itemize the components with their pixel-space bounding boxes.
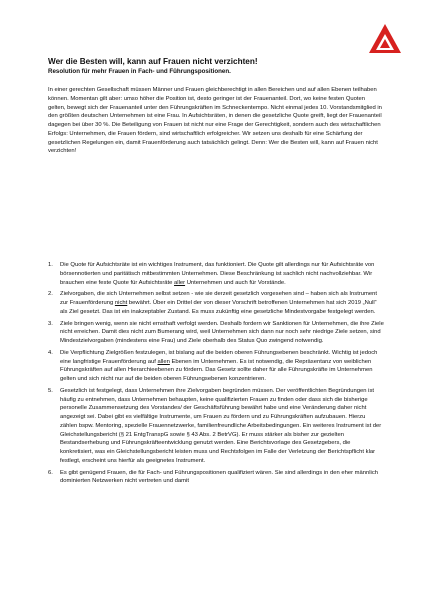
list-item: 6. Es gibt genügend Frauen, die für Fach- und Führungspositionen qualifiziert wären. Sie sind allerdings in den eher männlich dominierten Netzwerken nicht vertreten und damit	[48, 469, 379, 485]
list-number: 2.	[48, 291, 53, 298]
list-number: 5.	[48, 387, 53, 394]
list-number: 3.	[48, 320, 53, 327]
list-number: 4.	[48, 349, 53, 356]
document-subtitle: Resolution für mehr Frauen in Fach- und Führungspositionen.	[48, 68, 231, 75]
intro-paragraph: In einer gerechten Gesellschaft müssen Männer und Frauen gleichberechtigt in allen Bereichen und auf allen Ebenen teilhaben können. Momentan gilt aber: umso höher die Position ist, desto geringer ist der Frauenanteil. Dort, wo keine festen Quoten gelten, bewegt sich der Frauenanteil unter den Führungskräften im Schneckentempo. Nicht einmal jedes 10. Vorstandsmitglied in den größten deutschen Unternehmen ist eine Frau. In Aufsichtsräten, in denen die gesetzliche Quote greift, liegt der Frauenanteil dagegen bei über 30 %. Die Beteiligung von Frauen ist nicht nur eine Frage der Gerechtigkeit, sondern auch des wirtschaftlichen Erfolgs: Unternehmen, die Frauen fördern, sind wirtschaftlich erfolgreicher. Wir setzen uns deshalb für eine Schärfung der gesetzlichen Regelungen ein, damit Frauenförderung auch tatsächlich gelingt. Denn: Wer die Besten will, kann auf Frauen nicht verzichten!	[48, 87, 382, 155]
list-item: 3. Ziele bringen wenig, wenn sie nicht ernsthaft verfolgt werden. Deshalb fordern wir Sanktionen für Unternehmen, die ihre Ziele nicht erreichen. Damit dies nicht zum Bumerang wird, weil Unternehmen sich dann nur noch sehr niedrige Ziele setzen, sind Mindestzielvorgaben (mindestens eine Frau) und Ziele oberhalb des Status Quo zwingend notwendig.	[48, 320, 384, 344]
list-item: 2. Zielvorgaben, die sich Unternehmen selbst setzen - wie sie derzeit gesetzlich vorgesehen sind – haben sich als Instrument zur Frauenförderung nicht bewährt. Über ein Drittel der von dieser Vorschrift betroffenen Unternehmen hat sich 2019 „Null“ als Ziel gesetzt. Das ist ein inakzeptabler Zustand. Es muss zukünftig eine gesetzliche Mindestvorgabe festgelegt werden.	[48, 291, 378, 315]
document-title: Wer die Besten will, kann auf Frauen nicht verzichten!	[48, 57, 258, 66]
list-item: 4. Die Verpflichtung Zielgrößen festzulegen, ist bislang auf die beiden oberen Führungsebenen beschränkt. Wichtig ist jedoch eine langfristige Frauenförderung auf allen Ebenen im Unternehmen. Es ist notwendig, die Repräsentanz von weiblichen Führungskräften auf allen Hierarchieebenen zu fördern. Das Gesetz sollte daher für alle Führungskräfte im Unternehmen gelten und sich nicht nur auf die beiden oberen Führungsebenen konzentrieren.	[48, 349, 378, 382]
list-item: 1. Die Quote für Aufsichtsräte ist ein wichtiges Instrument, das funktioniert. Die Quote gilt allerdings nur für Aufsichtsräte von börsennotierten und paritätisch mitbestimmten Unternehmen. Diese Beschränkung ist sachlich nicht nachvollziehbar. Wir brauchen eine feste Quote für Aufsichtsräte aller Unternehmen und auch für Vorstände.	[48, 262, 375, 286]
list-number: 1.	[48, 262, 53, 268]
list-number: 6.	[48, 469, 53, 476]
list-item: 5. Gesetzlich ist festgelegt, dass Unternehmen ihre Zielvorgaben begründen müssen. Der veröffentlichten Begründungen ist häufig zu entnehmen, dass Unternehmen behaupten, keine qualifizierten Frauen zu finden oder dass sich die bisherige personelle Zusammensetzung des Vorstandes/ der Geschäftsführung bewährt habe und eine Veränderung daher nicht angezeigt sei. Dabei gibt es vielfältige Instrumente, um Frauen zu fördern und zu Führungskräften aufzubauen. Hierzu zählen bspw. Mentoring, spezielle Frauennetzwerke, familienfreundliche Arbeitsbedingungen. Ein weiteres Instrument ist der Gleichstellungsbericht (§ 21 EntgTranspG sowie § 43 Abs. 2 BetrVG). Er muss stärker als bisher zur gezielten Bestandserhebung und Führungskräfteentwicklung genutzt werden. Eine Berichtsvorlage des Gesetzgebers, die konkretisiert, was ein Gleichstellungsbericht leisten muss und Rechtsfolgen im Falle der Verletzung der Berichtspflicht klar festlegt, erscheint uns hierfür als geeignetes Instrument.	[48, 387, 382, 464]
demands-list	[48, 261, 384, 489]
ig-metall-logo	[368, 23, 402, 57]
